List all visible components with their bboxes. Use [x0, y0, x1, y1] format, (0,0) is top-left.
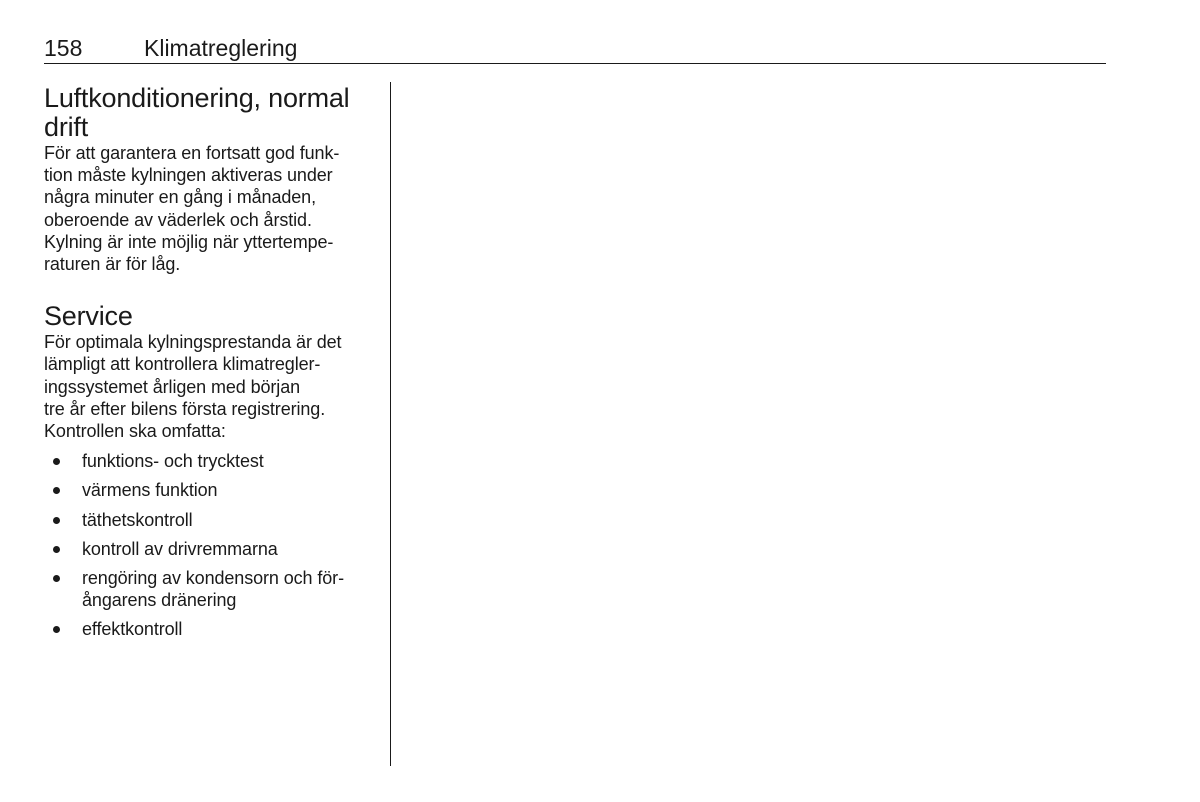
page-number: 158	[44, 35, 83, 61]
list-item	[44, 509, 384, 531]
bullet-icon	[53, 517, 60, 524]
bullet-icon	[53, 546, 60, 553]
bullet-icon	[53, 487, 60, 494]
list-item-text: täthetskontroll	[82, 509, 193, 530]
section-heading-ac-normal-operation: Luftkonditionering, normal drift	[44, 83, 350, 142]
column-divider	[390, 82, 391, 766]
section-body-ac-normal-operation: För att garantera en fortsatt god funk- tion måste kylningen aktiveras under några minuter en gång i månaden, oberoende av väderlek och årstid. Kylning är inte möjlig när yttertempe- raturen är för låg.	[44, 143, 340, 275]
header-divider	[44, 63, 1106, 64]
list-item	[44, 450, 384, 472]
section-body-service: För optimala kylningsprestanda är det lämpligt att kontrollera klimatregler- ingssystemet årligen med början tre år efter bilens första registrering. Kontrollen ska omfatta:	[44, 332, 342, 442]
section-heading-service: Service	[44, 301, 133, 332]
service-checklist	[44, 450, 384, 640]
list-item-text: kontroll av drivremmarna	[82, 538, 278, 559]
list-item	[44, 479, 384, 501]
bullet-icon	[53, 575, 60, 582]
chapter-title: Klimatreglering	[144, 35, 298, 61]
list-item-text: funktions- och trycktest	[82, 451, 264, 472]
list-item	[44, 538, 384, 560]
list-item-text: rengöring av kondensorn och för- ångarens dränering	[82, 568, 344, 611]
list-item	[44, 618, 384, 640]
bullet-icon	[53, 626, 60, 633]
list-item	[44, 567, 384, 611]
bullet-icon	[53, 458, 60, 465]
page-header	[44, 34, 1106, 64]
left-column	[44, 83, 384, 648]
list-item-text: effektkontroll	[82, 619, 183, 640]
list-item-text: värmens funktion	[82, 480, 218, 501]
